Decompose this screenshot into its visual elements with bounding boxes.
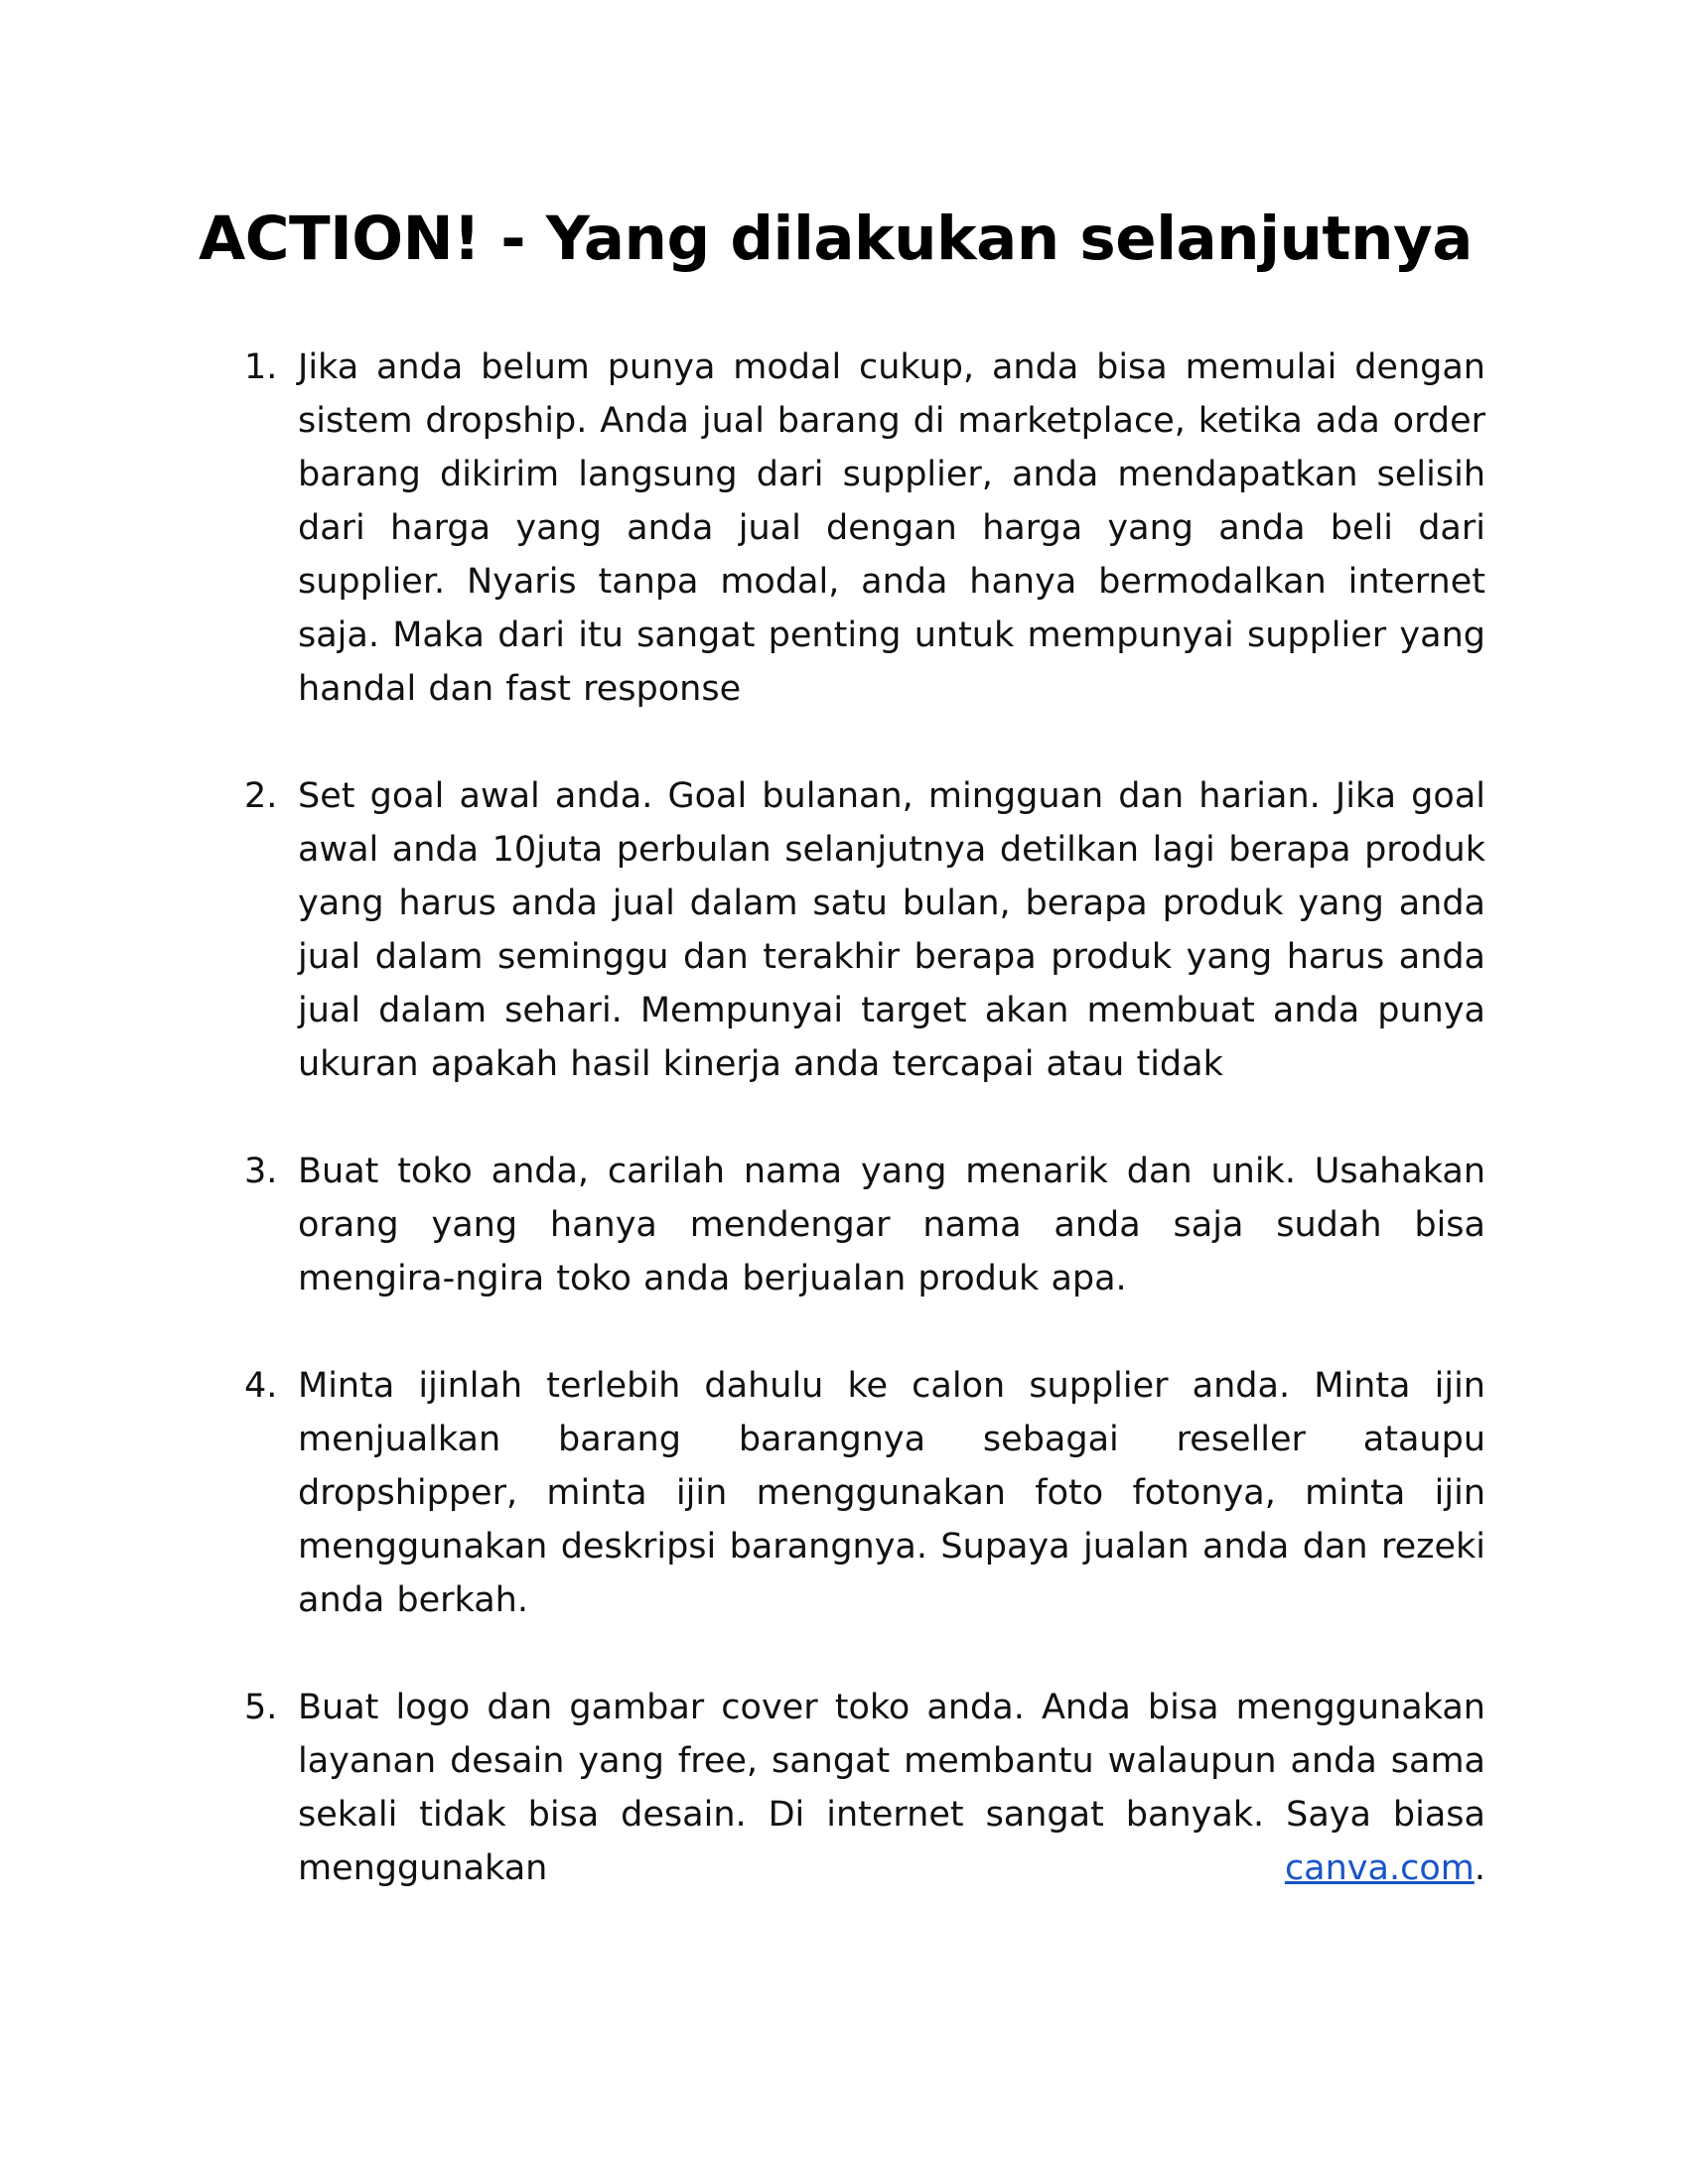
page-title: ACTION! - Yang dilakukan selanjutnya <box>199 204 1473 274</box>
list-item-number: 2. <box>244 776 278 816</box>
action-list <box>244 341 1485 1949</box>
list-item <box>244 1145 1485 1305</box>
list-item-number: 5. <box>244 1688 278 1727</box>
list-item <box>244 1681 1485 1895</box>
list-item-text: Buat toko anda, carilah nama yang menarik dan unik. Usahakan orang yang hanya mendengar nama anda saja sudah bisa mengira-ngira toko anda berjualan produk apa. <box>298 1152 1485 1298</box>
list-item <box>244 341 1485 716</box>
list-item <box>244 769 1485 1091</box>
list-item-text-body: Buat logo dan gambar cover toko anda. Anda bisa menggunakan layanan desain yang free, sangat membantu walaupun anda sama sekali tidak bisa desain. Di internet sangat banyak. Saya biasa menggunakan <box>298 1688 1485 1888</box>
canva-link[interactable]: canva.com <box>1284 1848 1475 1888</box>
list-item-text: Jika anda belum punya modal cukup, anda bisa memulai dengan sistem dropship. Anda jual barang di marketplace, ketika ada order barang dikirim langsung dari supplier, anda mendapatkan selisih dari harga yang anda jual dengan harga yang anda beli dari supplier. Nyaris tanpa modal, anda hanya bermodalkan internet saja. Maka dari itu sangat penting untuk mempunyai supplier yang handal dan fast response <box>298 347 1485 709</box>
list-item-text: Set goal awal anda. Goal bulanan, mingguan dan harian. Jika goal awal anda 10juta perbulan selanjutnya detilkan lagi berapa produk yang harus anda jual dalam satu bulan, berapa produk yang anda jual dalam seminggu dan terakhir berapa produk yang harus anda jual dalam sehari. Mempunyai target akan membuat anda punya ukuran apakah hasil kinerja anda tercapai atau tidak <box>298 776 1485 1084</box>
list-item-number: 3. <box>244 1152 278 1191</box>
list-item-text-end: . <box>1474 1848 1485 1888</box>
list-item-text: Minta ijinlah terlebih dahulu ke calon supplier anda. Minta ijin menjualkan barang barangnya sebagai reseller ataupu dropshipper, minta ijin menggunakan foto fotonya, minta ijin menggunakan deskripsi barangnya. Supaya jualan anda dan rezeki anda berkah. <box>298 1366 1485 1620</box>
list-item-text <box>298 1681 1485 1895</box>
list-item-number: 1. <box>244 347 278 387</box>
list-item-number: 4. <box>244 1366 278 1406</box>
list-item <box>244 1359 1485 1627</box>
